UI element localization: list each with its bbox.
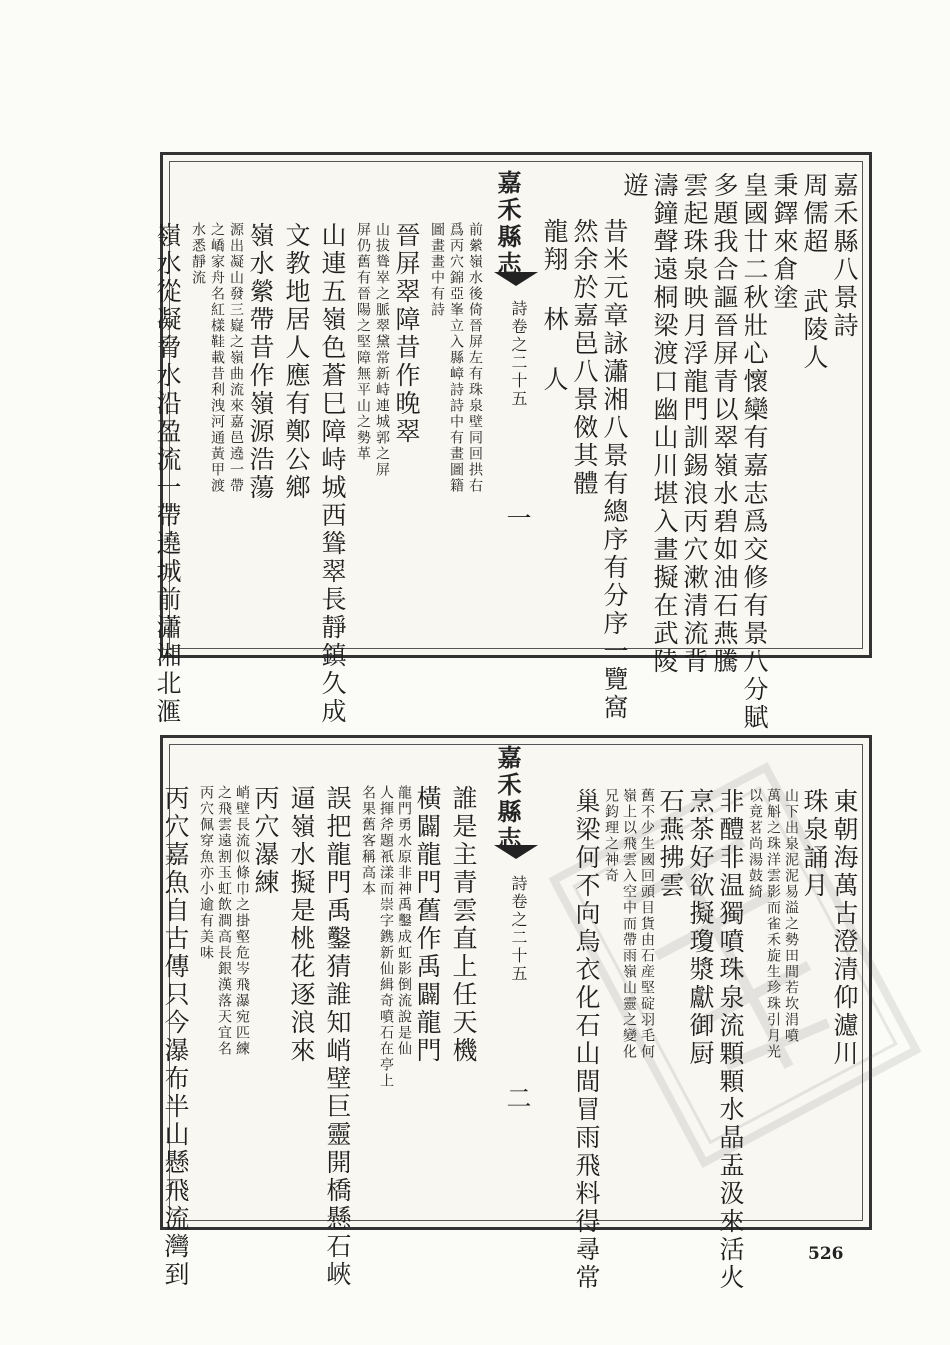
bottom-right-column: 烹茶好欲擬瓊漿獻御厨 xyxy=(686,788,715,1068)
bottom-left-column: 誤把龍門禹鑿猜誰知峭壁巨靈開橋懸石峽 xyxy=(323,785,352,1289)
top-left-column: 水悉靜流 xyxy=(190,222,206,286)
bottom-left-column: 逼嶺水擬是桃花逐浪來 xyxy=(287,785,316,1065)
top-left-column: 爲丙穴錦亞峯立入縣嶂詩詩中有畫圖籍 xyxy=(448,222,464,494)
top-right-column: 皇國廿二秋壯心懷欒有嘉志爲交修有景八分賦 xyxy=(740,172,769,732)
page-number: 526 xyxy=(808,1244,844,1264)
bottom-right-column: 兄鈞理之神奇 xyxy=(603,788,619,884)
bottom-banxin-juan: 詩卷之二十五 xyxy=(509,875,528,983)
top-left-column: 山連五嶺色蒼巳障峙城西聳翠長靜鎮久成 xyxy=(318,222,347,726)
top-left-column: 前縈嶺水後倚晉屏左有珠泉壁同回拱右 xyxy=(467,222,483,494)
bottom-left-column: 丙穴嘉魚自古傳只今瀑布半山懸飛流灣到 xyxy=(161,785,190,1289)
top-banxin-leaf: 一 xyxy=(503,505,532,533)
top-right-column: 嘉禾縣八景詩 xyxy=(830,172,859,340)
top-left-column: 源出凝山發三嶷之嶺曲流來嘉邑遶一帶 xyxy=(228,222,244,494)
top-left-column: 晉屏翠障昔作晚翠 xyxy=(392,222,421,446)
bottom-left-column: 橫闢龍門舊作禹闢龍門 xyxy=(413,785,442,1065)
bottom-left-column: 名果舊客稱高本 xyxy=(360,785,376,897)
bottom-left-column: 丙穴瀑練 xyxy=(251,785,280,897)
top-right-column: 周儒超 武陵人 xyxy=(800,172,829,372)
top-right-column: 遊 xyxy=(620,172,649,200)
top-left-column: 圖畫畫中有詩 xyxy=(429,222,445,318)
bottom-right-column: 山下出泉泥泥易溢之勢田間若坎涓噴 xyxy=(783,788,799,1044)
bottom-banxin-leaf: 二 xyxy=(503,1085,532,1113)
top-right-b-column: 然余於嘉邑八景傚其體 xyxy=(570,218,599,498)
top-right-column: 濤鐘聲遠桐梁渡口幽山川堪入畫擬在武陵 xyxy=(650,172,679,676)
top-left-column: 屏仍舊有晉陽之堅障無平山之勢革 xyxy=(355,222,371,462)
top-left-column: 文教地居人應有鄭公鄉 xyxy=(282,222,311,502)
top-left-column: 嶺水縈帶昔作嶺源浩蕩 xyxy=(246,222,275,502)
bottom-left-column: 龍門勇水原非神禹鑿成虹影倒流說是仙 xyxy=(396,785,412,1057)
bottom-right-column: 珠泉誦月 xyxy=(800,788,829,900)
top-left-column: 山拔聳崒之脈翠黛常新峙連城郭之屏 xyxy=(374,222,390,478)
top-right-b-column: 龍翔 林 人 xyxy=(540,218,569,394)
top-left-column: 之嶠家舟名紅樣鞋載昔利洩河通黃甲渡 xyxy=(209,222,225,494)
bottom-right-column: 非醴非温獨噴珠泉流顆顆水晶盂汲來活火 xyxy=(716,788,745,1292)
top-left-column: 嶺水從凝脅水沿盈流一帶遶城前瀟湘北滙 xyxy=(153,222,182,726)
top-fishtail-upper xyxy=(494,272,538,286)
top-right-column: 雲起珠泉映月浮龍門訓錫浪丙穴漱清流背 xyxy=(680,172,709,676)
bottom-right-column: 舊不少生國回頭目貨由石産堅碇羽毛何 xyxy=(639,788,655,1060)
top-right-b-column: 昔米元章詠瀟湘八景有總序有分序一覽窩 xyxy=(600,218,629,722)
top-right-column: 秉鐸來倉塗 xyxy=(770,172,799,312)
bottom-right-column: 東朝海萬古澄清仰濾川 xyxy=(830,788,859,1068)
top-right-column: 多題我合謳晉屏青以翠嶺水碧如油石燕騰 xyxy=(710,172,739,676)
bottom-right-column: 石燕拂雲 xyxy=(656,788,685,900)
bottom-left-column: 之飛雲遠割玉虹飲澗高長銀漢落天宜名 xyxy=(216,785,232,1057)
bottom-left-column: 峭壁長流似條巾之掛壑危岑飛瀑宛匹練 xyxy=(234,785,250,1057)
bottom-fishtail xyxy=(494,845,538,859)
bottom-left-column: 丙穴佩穿魚亦小逾有美味 xyxy=(198,785,214,961)
top-banxin-juan: 詩卷之二十五 xyxy=(509,300,528,408)
bottom-right-column: 以竟茗尚湯鼓綺 xyxy=(747,788,763,900)
bottom-right-column: 嶺上以飛雲入空中而帶雨嶺山靈之變化 xyxy=(621,788,637,1060)
bottom-banxin-title: 嘉禾縣志 xyxy=(493,745,522,853)
bottom-left-column: 誰是主青雲直上任天機 xyxy=(449,785,478,1065)
top-banxin-title: 嘉禾縣志 xyxy=(493,170,522,278)
bottom-right-column: 萬斛之珠洋雲影而雀禾旋生珍珠引月光 xyxy=(765,788,781,1060)
bottom-right-column: 巢梁何不向烏衣化石山間冒雨飛料得尋常 xyxy=(572,788,601,1292)
bottom-left-column: 人揮斧題衹漾而崇字鎸新仙緝奇噴石在亭上 xyxy=(378,785,394,1089)
